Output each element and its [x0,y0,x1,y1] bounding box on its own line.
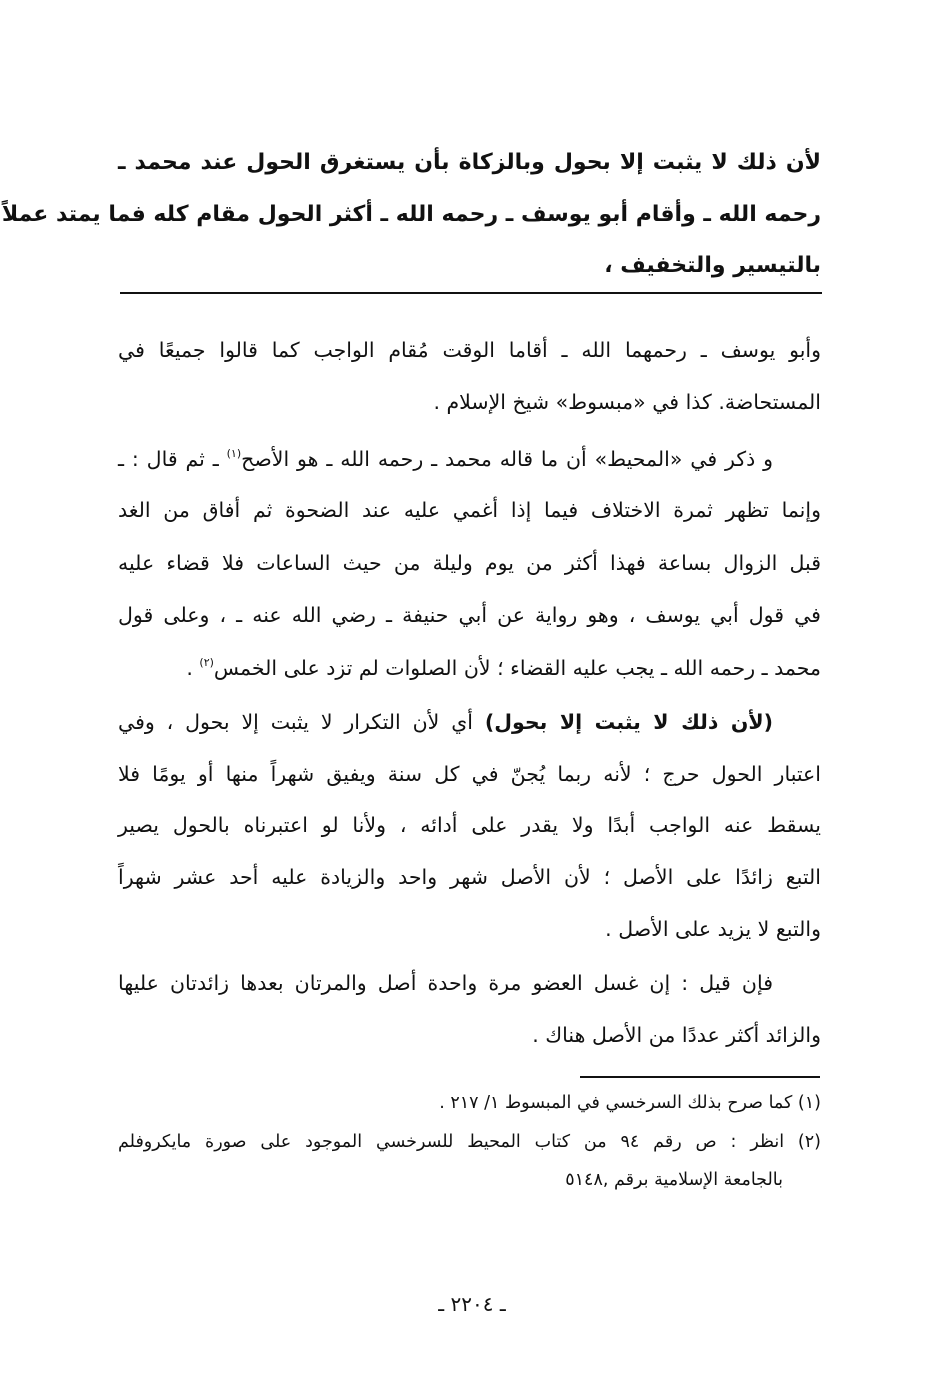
separator-rule [120,292,822,294]
text: . [186,656,200,680]
commentary-line: وأبو يوسف ـ رحمهما الله ـ أقاما الوقت مُقام الواجب كما قالوا جميعًا في [118,338,821,362]
commentary-line: قبل الزوال بساعة فهذا أكثر من يوم وليلة من حيث الساعات فلا قضاء عليه [118,551,821,575]
commentary-line: فإن قيل : إن غسل العضو مرة واحدة أصل والمرتان بعدها زائدتان عليها [118,971,773,995]
commentary-line: يسقط عنه الواجب أبدًا ولا يقدر على أدائه ، ولأنا لو اعتبرناه بالحول يصير [118,813,821,837]
commentary-line: التبع زائدًا على الأصل ؛ لأن الأصل شهر واحد والزيادة عليه أحد عشر شهراً [118,865,821,889]
main-line: لأن ذلك لا يثبت إلا بحول وبالزكاة بأن يستغرق الحول عند محمد ـ [118,150,821,175]
footnote: (٢) انظر : ص رقم ٩٤ من كتاب المحيط للسرخسي الموجود على صورة مايكروفلم [118,1132,821,1152]
footnote-continuation: بالجامعة الإسلامية برقم ,٥١٤٨ [565,1170,783,1190]
commentary-line: المستحاضة. كذا في «مبسوط» شيخ الإسلام . [433,390,821,414]
page-number: ـ ٢٢٠٤ ـ [438,1292,506,1316]
commentary-line [118,448,821,470]
commentary-line: وإنما تظهر ثمرة الاختلاف فيما إذا أغمي عليه عند الضحوة ثم أفاق من الغد [118,498,821,522]
footnote-ref: (٢) [199,656,214,669]
text: أي لأن التكرار لا يثبت إلا بحول ، وفي [118,710,485,734]
main-line: رحمه الله ـ وأقام أبو يوسف ـ رحمه الله ـ أكثر الحول مقام كله فما يمتد عملاً [1,202,821,227]
footnote-rule [580,1076,820,1078]
commentary-line: والزائد أكثر عددًا من الأصل هناك . [532,1023,821,1047]
footnote: (١) كما صرح بذلك السرخسي في المبسوط ١/ ٢١٧ . [439,1093,821,1113]
main-line: بالتيسير والتخفيف ، [604,253,821,278]
commentary-line [118,712,821,733]
quoted-matn: (لأن ذلك لا يثبت إلا بحول) [484,710,774,734]
footnote-ref: (١) [226,447,242,460]
text: و ذكر في «المحيط» أن ما قاله محمد ـ رحمه الله ـ هو الأصح [241,447,773,471]
commentary-line: والتبع لا يزيد على الأصل . [605,917,821,941]
commentary-line [118,657,821,679]
text: محمد ـ رحمه الله ـ يجب عليه القضاء ؛ لأن الصلوات لم تزد على الخمس [213,656,821,680]
commentary-line: اعتبار الحول حرج ؛ لأنه ربما يُجنّ في كل سنة ويفيق شهراً منها أو يومًا فلا [118,762,821,786]
text: ـ ثم قال : ـ [118,447,227,471]
commentary-line: في قول أبي يوسف ، وهو رواية عن أبي حنيفة ـ رضي الله عنه ـ ، وعلى قول [118,603,821,627]
